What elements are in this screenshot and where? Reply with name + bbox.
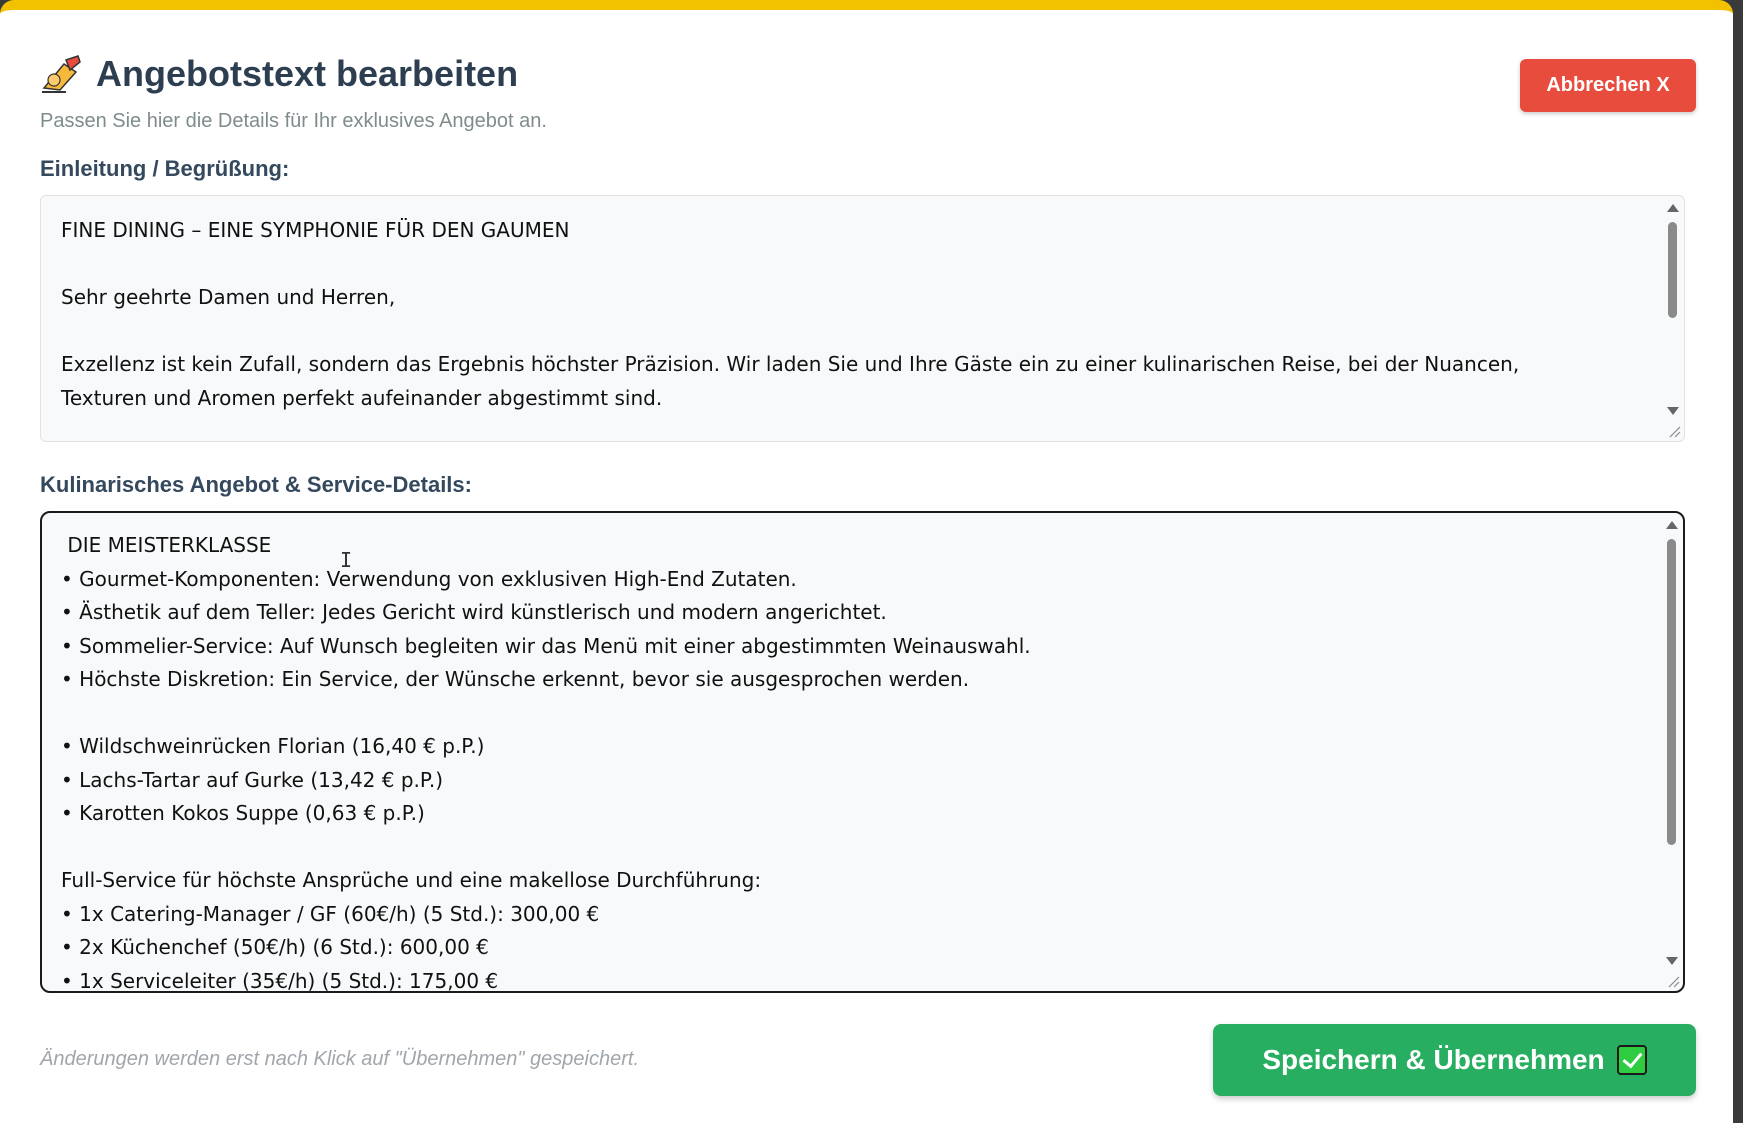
details-text-line: • Lachs-Tartar auf Gurke (13,42 € p.P.) (61, 767, 444, 792)
details-text-line: Full-Service für höchste Ansprüche und eine makellose Durchführung: (61, 868, 762, 892)
save-button-label: Speichern & Übernehmen (1262, 1044, 1605, 1075)
modal-title: Angebotstext bearbeiten (96, 53, 519, 94)
details-text-line: • Sommelier-Service: Auf Wunsch begleiten wir das Menü mit einer abgestimmten Weinauswahl. (61, 633, 1031, 658)
intro-text-line: FINE DINING – EINE SYMPHONIE FÜR DEN GAUMEN (61, 218, 570, 242)
intro-scrollbar[interactable] (1662, 196, 1684, 441)
details-text-line: • 2x Küchenchef (50€/h) (6 Std.): 600,00 € (61, 935, 489, 959)
details-text-line: • Ästhetik auf dem Teller: Jedes Gericht wird künstlerisch und modern angerichtet. (61, 600, 887, 624)
details-text-line: • Höchste Diskretion: Ein Service, der Wünsche erkennt, bevor sie ausgesprochen werden. (61, 667, 970, 691)
details-textarea[interactable] (40, 511, 1685, 993)
details-text-line: • Wildschweinrücken Florian (16,40 € p.P.) (61, 734, 485, 758)
scroll-up-arrow-icon[interactable] (1667, 204, 1679, 212)
details-text-line: • 1x Serviceleiter (35€/h) (5 Std.): 175,00 € (61, 968, 499, 993)
details-label: Kulinarisches Angebot & Service-Details: (40, 472, 472, 497)
details-text-line (61, 697, 1603, 731)
intro-text (61, 214, 1604, 415)
details-text-line: • 1x Catering-Manager / GF (60€/h) (5 Std.): 300,00 € (61, 901, 600, 926)
details-text-line: • Gourmet-Komponenten: Verwendung von exklusiven High-End Zutaten. (61, 566, 797, 591)
resize-handle-icon[interactable] (1666, 423, 1682, 439)
intro-text-line: Exzellenz ist kein Zufall, sondern das Ergebnis höchster Präzision. Wir laden Sie und Ihre Gäste ein zu einer kulinarischen Reise, bei der Nuancen, Texturen und Aromen perfekt aufeinander abgestimmt sind. (61, 352, 1526, 410)
intro-label: Einleitung / Begrüßung: (40, 156, 290, 181)
details-text-line: DIE MEISTERKLASSE (61, 533, 272, 557)
intro-text-line: Sehr geehrte Damen und Herren, (61, 285, 396, 309)
modal-subtitle: Passen Sie hier die Details für Ihr exklusives Angebot an. (40, 110, 547, 132)
resize-handle-icon[interactable] (1665, 973, 1681, 989)
intro-text-line (61, 248, 1604, 282)
intro-textarea[interactable] (40, 195, 1685, 442)
details-scrollbar[interactable] (1661, 513, 1683, 991)
details-scroll-thumb[interactable] (1667, 539, 1676, 845)
intro-text-line (61, 315, 1604, 349)
check-mark-icon (1617, 1045, 1647, 1075)
intro-scroll-thumb[interactable] (1668, 222, 1677, 318)
text-cursor-icon: I (340, 548, 353, 572)
cancel-button[interactable]: Abbrechen X (1520, 59, 1696, 112)
scroll-down-arrow-icon[interactable] (1667, 407, 1679, 415)
modal-header (40, 52, 518, 96)
details-text-line (61, 831, 1603, 865)
scroll-up-arrow-icon[interactable] (1666, 521, 1678, 529)
save-hint: Änderungen werden erst nach Klick auf "Übernehmen" gespeichert. (40, 1048, 639, 1070)
writing-hand-icon (40, 52, 84, 96)
details-text (61, 529, 1603, 993)
save-and-apply-button[interactable] (1213, 1024, 1696, 1096)
details-text-line: • Karotten Kokos Suppe (0,63 € p.P.) (61, 801, 425, 825)
scroll-down-arrow-icon[interactable] (1666, 957, 1678, 965)
